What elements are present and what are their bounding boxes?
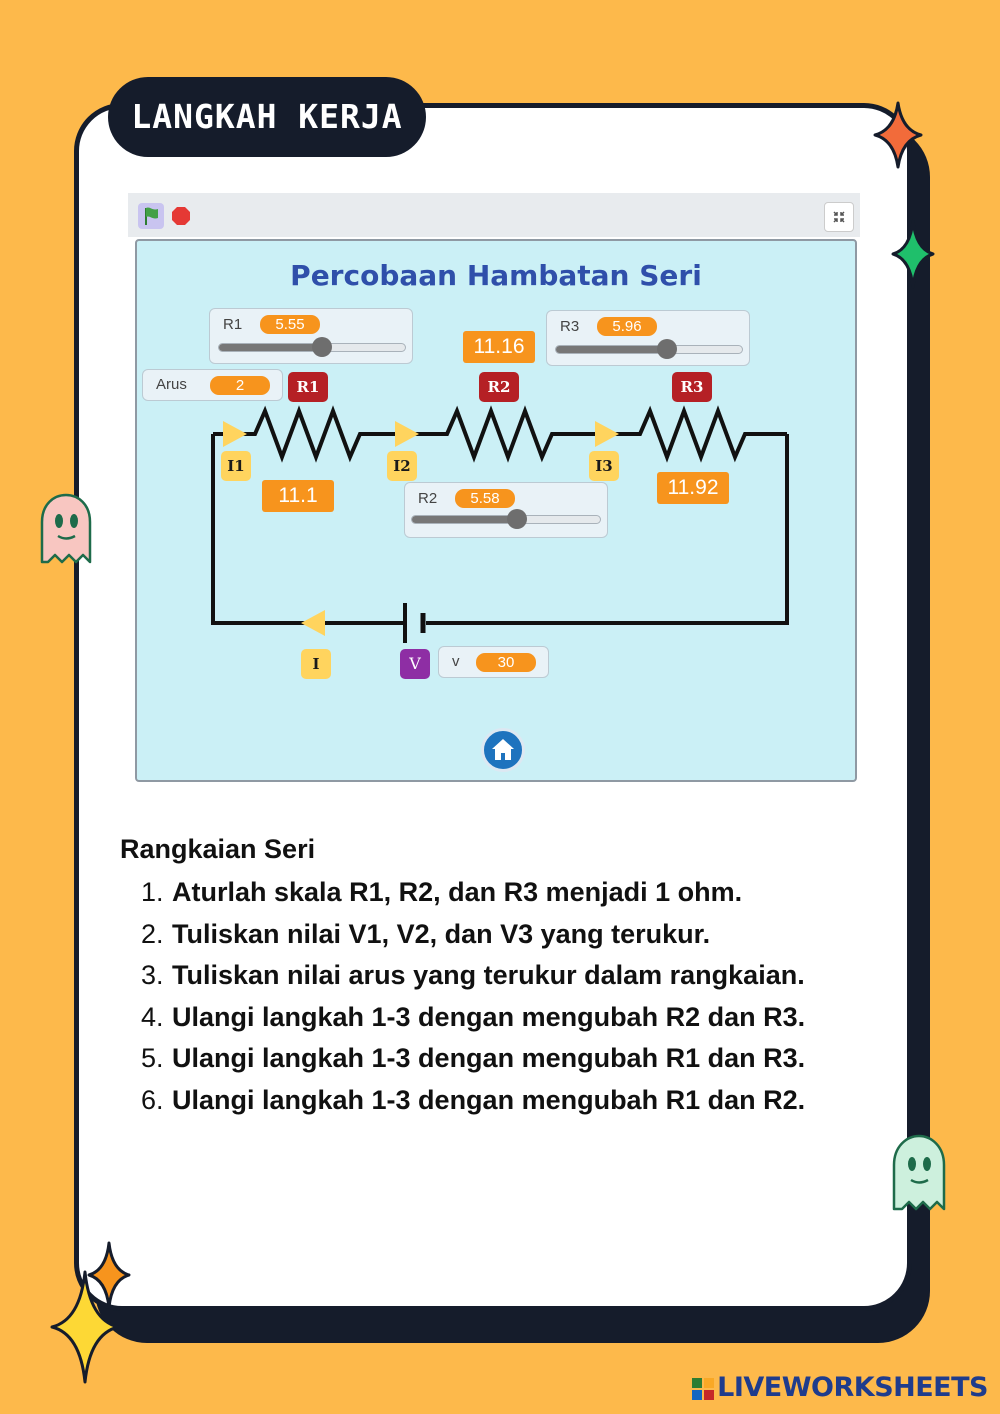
r3-tag: R3	[672, 372, 712, 402]
v3-readout: 11.92	[657, 472, 729, 504]
arrow-i1-icon	[223, 421, 247, 447]
arrow-i2-icon	[395, 421, 419, 447]
r1-slider-label: R1	[223, 316, 243, 333]
step-item: 2. Tuliskan nilai V1, V2, dan V3 yang terukur.	[171, 914, 878, 956]
r2-slider-track[interactable]	[411, 515, 601, 524]
r2-slider[interactable]	[404, 482, 608, 538]
stop-sign-icon	[172, 207, 190, 225]
arus-value: 2	[210, 376, 270, 395]
yellow-sparkle-icon	[48, 1268, 122, 1386]
r1-slider-knob[interactable]	[312, 337, 332, 357]
pink-ghost-icon	[38, 492, 94, 568]
step-item: 5. Ulangi langkah 1-3 dengan mengubah R1 dan R3.	[171, 1038, 878, 1080]
arrow-i3-icon	[595, 421, 619, 447]
r2-slider-label: R2	[418, 490, 438, 507]
steps-list	[120, 872, 878, 1121]
simulation-title: Percobaan Hambatan Seri	[290, 259, 702, 292]
brand-name: LIVEWORKSHEETS	[717, 1372, 988, 1403]
r1-slider-fill	[219, 344, 322, 351]
i2-tag: I2	[387, 451, 417, 481]
r2-slider-knob[interactable]	[507, 509, 527, 529]
v2-readout: 11.16	[463, 331, 535, 363]
r3-slider-track[interactable]	[555, 345, 743, 354]
page-title: LANGKAH KERJA	[108, 77, 426, 157]
step-item: 1. Aturlah skala R1, R2, dan R3 menjadi 1 ohm.	[171, 872, 878, 914]
home-icon	[484, 731, 522, 769]
collapse-icon	[825, 203, 853, 231]
voltage-value: 30	[476, 653, 536, 672]
step-item: 4. Ulangi langkah 1-3 dengan mengubah R2 dan R3.	[171, 997, 878, 1039]
r3-slider-fill	[556, 346, 667, 353]
i-tag: I	[301, 649, 331, 679]
step-item: 6. Ulangi langkah 1-3 dengan mengubah R1 dan R2.	[171, 1080, 878, 1122]
r3-slider-value: 5.96	[597, 317, 657, 336]
liveworksheets-logo-icon	[692, 1378, 714, 1400]
simulation-toolbar	[128, 193, 860, 237]
resistor-chain	[213, 411, 787, 457]
r3-slider-label: R3	[560, 318, 580, 335]
r1-slider-value: 5.55	[260, 315, 320, 334]
orange-sparkle-icon	[872, 100, 924, 170]
green-flag-button[interactable]	[138, 203, 164, 229]
arrow-i-icon	[301, 610, 325, 636]
section-title: Rangkaian Seri	[120, 834, 316, 864]
simulation-stage	[135, 239, 857, 782]
v-tag: V	[400, 649, 430, 679]
r1-tag: R1	[288, 372, 328, 402]
voltage-label: v	[452, 653, 460, 670]
stop-button[interactable]	[172, 207, 190, 225]
home-button[interactable]	[481, 728, 525, 772]
arus-monitor	[142, 369, 283, 401]
i3-tag: I3	[589, 451, 619, 481]
exit-fullscreen-button[interactable]	[824, 202, 854, 232]
r3-slider-knob[interactable]	[657, 339, 677, 359]
v1-readout: 11.1	[262, 480, 334, 512]
r2-tag: R2	[479, 372, 519, 402]
r1-slider[interactable]	[209, 308, 413, 364]
r3-slider[interactable]	[546, 310, 750, 366]
mint-ghost-icon	[890, 1133, 948, 1215]
step-item: 3. Tuliskan nilai arus yang terukur dalam rangkaian.	[171, 955, 878, 997]
r1-slider-track[interactable]	[218, 343, 406, 352]
r2-slider-value: 5.58	[455, 489, 515, 508]
arus-label: Arus	[156, 376, 187, 393]
i1-tag: I1	[221, 451, 251, 481]
green-sparkle-icon	[890, 218, 936, 290]
green-flag-icon	[138, 203, 164, 229]
r2-slider-fill	[412, 516, 517, 523]
voltage-monitor	[438, 646, 549, 678]
